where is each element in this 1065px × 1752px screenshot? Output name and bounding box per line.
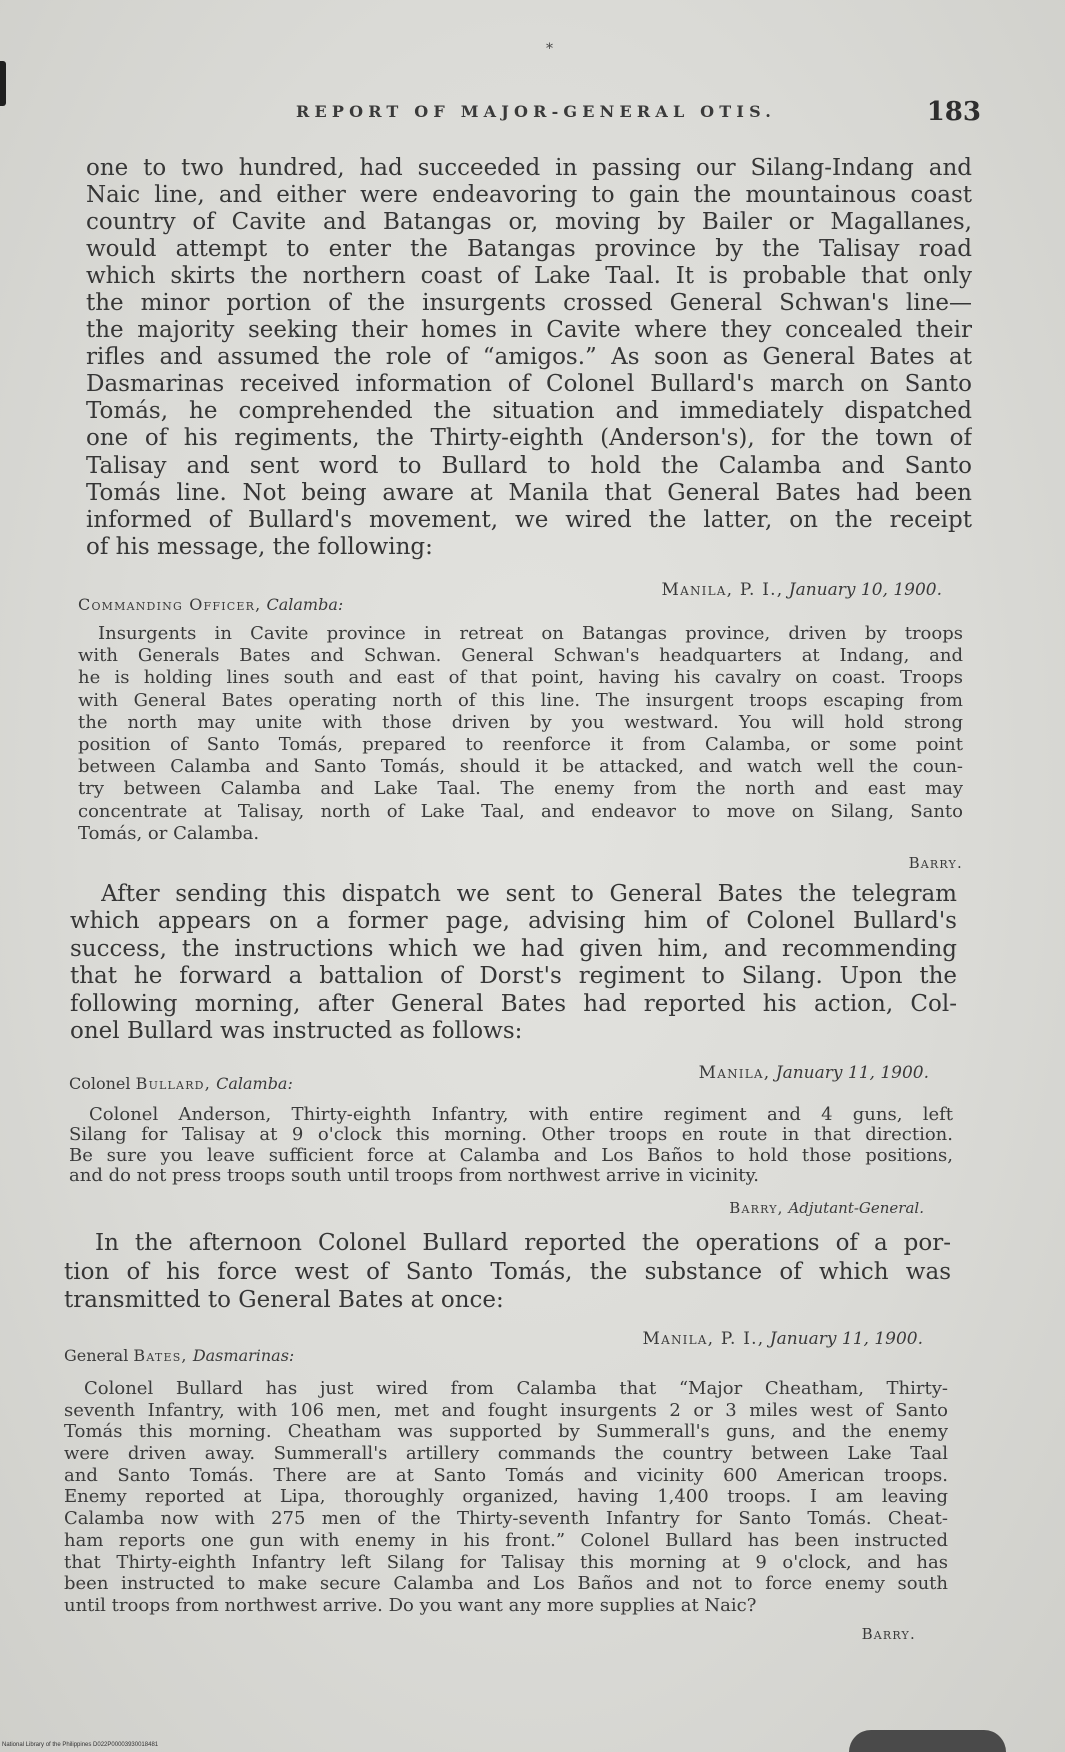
text-line: Calamba now with 275 men of the Thirty-seventh Infantry for Santo Tomás. Cheat- xyxy=(64,1508,948,1530)
text-line: Tomás, he comprehended the situation and immediately dispatched xyxy=(86,398,972,425)
dispatch-3-signature xyxy=(760,1624,916,1644)
text-line: Naic line, and either were endeavoring to gain the mountainous coast xyxy=(86,181,972,208)
signature-name: Barry, xyxy=(729,1199,784,1217)
text-line: After sending this dispatch we sent to General Bates the telegram xyxy=(101,880,957,907)
text-line: country of Cavite and Batangas or, moving by Bailer or Magallanes, xyxy=(86,208,972,235)
text-line: concentrate at Talisay, north of Lake Taal, and endeavor to move on Silang, Santo xyxy=(78,800,963,822)
text-line: Colonel Anderson, Thirty-eighth Infantry, with entire regiment and 4 guns, left xyxy=(89,1104,953,1125)
dispatch-3-addressee xyxy=(64,1346,484,1366)
text-line: which skirts the northern coast of Lake Taal. It is probable that only xyxy=(86,262,972,289)
dispatch-3-text xyxy=(64,1378,948,1617)
text-line: of his message, the following: xyxy=(86,533,433,560)
dispatch-3-dateline xyxy=(560,1328,923,1350)
text-line: one to two hundred, had succeeded in passing our Silang-Indang and xyxy=(86,154,972,181)
dispatch-2-dateline xyxy=(600,1062,929,1084)
page-number: 183 xyxy=(926,97,981,127)
text-line: that he forward a battalion of Dorst's regiment to Silang. Upon the xyxy=(70,963,957,990)
text-line: that Thirty-eighth Infantry left Silang for Talisay this morning at 9 o'clock, and has xyxy=(64,1551,948,1573)
signature-title: Adjutant-General. xyxy=(788,1199,924,1217)
text-line: position of Santo Tomás, prepared to reenforce it from Calamba, or some point xyxy=(78,733,963,755)
dateline-place: Manila, P. I., xyxy=(642,1329,765,1349)
addressee-name: Commanding Officer, xyxy=(78,595,262,614)
text-line: tion of his force west of Santo Tomás, the substance of which was xyxy=(64,1258,951,1285)
text-line: Be sure you leave sufficient force at Calamba and Los Baños to hold those positions, xyxy=(69,1145,953,1166)
text-line: success, the instructions which we had given him, and recommending xyxy=(70,935,957,962)
text-line: with General Bates operating north of this line. The insurgent troops escaping from xyxy=(78,689,963,711)
addressee-name: Bullard, xyxy=(135,1074,211,1093)
text-line: until troops from northwest arrive. Do you want any more supplies at Naic? xyxy=(64,1594,757,1616)
addressee-location: Calamba: xyxy=(216,1074,293,1093)
text-line: Silang for Talisay at 9 o'clock this morning. Other troops en route in that direction. xyxy=(69,1125,953,1146)
running-header: REPORT OF MAJOR-GENERAL OTIS. xyxy=(296,102,776,121)
library-stamp: National Library of the Philippines D022P00003930018481 xyxy=(2,1742,159,1748)
dateline-place: Manila, xyxy=(698,1063,771,1083)
text-line: try between Calamba and Lake Taal. The enemy from the north and east may xyxy=(78,778,963,800)
addressee-location: Calamba: xyxy=(266,595,344,614)
text-line: one of his regiments, the Thirty-eighth (Anderson's), for the town of xyxy=(86,425,972,452)
text-line: transmitted to General Bates at once: xyxy=(64,1287,504,1313)
text-line: following morning, after General Bates had reported his action, Col- xyxy=(70,990,957,1017)
body-paragraph-3 xyxy=(64,1229,951,1315)
dispatch-1-signature xyxy=(780,853,963,873)
text-line: ham reports one gun with enemy in his front.” Colonel Bullard has been instructed xyxy=(64,1529,948,1551)
body-paragraph-1 xyxy=(86,155,972,561)
text-line: Tomás, or Calamba. xyxy=(78,822,260,844)
dateline-date: January 11, 1900. xyxy=(775,1063,929,1083)
text-line: and do not press troops south until troops from northwest arrive in vicinity. xyxy=(69,1166,760,1187)
text-line: rifles and assumed the role of “amigos.” As soon as General Bates at xyxy=(86,344,972,371)
text-line: the majority seeking their homes in Cavite where they concealed their xyxy=(86,317,972,344)
dispatch-2-signature xyxy=(700,1198,924,1218)
text-line: Insurgents in Cavite province in retreat on Batangas province, driven by troops xyxy=(98,623,963,644)
dispatch-1-text xyxy=(78,623,963,845)
addressee-location: Dasmarinas: xyxy=(192,1346,295,1365)
text-line: and Santo Tomás. There are at Santo Tomás and vicinity 600 American troops. xyxy=(64,1464,948,1486)
printer-mark: * xyxy=(546,41,553,57)
addressee-name: Bates, xyxy=(133,1346,188,1365)
text-line: between Calamba and Santo Tomás, should it be attacked, and watch well the coun- xyxy=(78,756,963,778)
text-line: Talisay and sent word to Bullard to hold the Calamba and Santo xyxy=(86,452,972,479)
text-line: Dasmarinas received information of Colonel Bullard's march on Santo xyxy=(86,371,972,398)
signature-name: Barry. xyxy=(861,1625,916,1643)
dispatch-2-addressee xyxy=(69,1074,489,1094)
text-line: Tomás line. Not being aware at Manila that General Bates had been xyxy=(86,479,972,506)
text-line: Enemy reported at Lipa, thoroughly organized, having 1,400 troops. I am leaving xyxy=(64,1486,948,1508)
text-line: were driven away. Summerall's artillery commands the country between Lake Taal xyxy=(64,1443,948,1465)
text-line: onel Bullard was instructed as follows: xyxy=(70,1018,523,1045)
dispatch-1-addressee xyxy=(78,595,498,615)
signature-name: Barry. xyxy=(908,854,963,872)
dateline-place: Manila, P. I., xyxy=(661,580,784,600)
text-line: which appears on a former page, advising him of Colonel Bullard's xyxy=(70,908,957,935)
text-line: he is holding lines south and east of that point, having his cavalry on coast. Troops xyxy=(78,667,963,689)
addressee-title: General xyxy=(64,1346,129,1365)
dateline-date: January 11, 1900. xyxy=(769,1329,923,1349)
addressee-title: Colonel xyxy=(69,1074,131,1093)
dateline-date: January 10, 1900. xyxy=(788,580,942,600)
text-line: Tomás this morning. Cheatham was supported by Summerall's guns, and the enemy xyxy=(64,1421,948,1443)
text-line: In the afternoon Colonel Bullard reported the operations of a por- xyxy=(95,1230,951,1256)
text-line: the minor portion of the insurgents crossed General Schwan's line— xyxy=(86,289,972,316)
dispatch-1-dateline xyxy=(600,579,942,601)
text-line: been instructed to make secure Calamba and Los Baños and not to force enemy south xyxy=(64,1573,948,1595)
text-line: the north may unite with those driven by you westward. You will hold strong xyxy=(78,711,963,733)
text-line: Colonel Bullard has just wired from Calamba that “Major Cheatham, Thirty- xyxy=(84,1378,948,1399)
text-line: informed of Bullard's movement, we wired the latter, on the receipt xyxy=(86,506,972,533)
text-line: would attempt to enter the Batangas province by the Talisay road xyxy=(86,235,972,262)
body-paragraph-2 xyxy=(70,881,957,1047)
text-line: seventh Infantry, with 106 men, met and fought insurgents 2 or 3 miles west of Santo xyxy=(64,1399,948,1421)
dispatch-2-text xyxy=(69,1105,953,1187)
text-line: with Generals Bates and Schwan. General Schwan's headquarters at Indang, and xyxy=(78,645,963,667)
